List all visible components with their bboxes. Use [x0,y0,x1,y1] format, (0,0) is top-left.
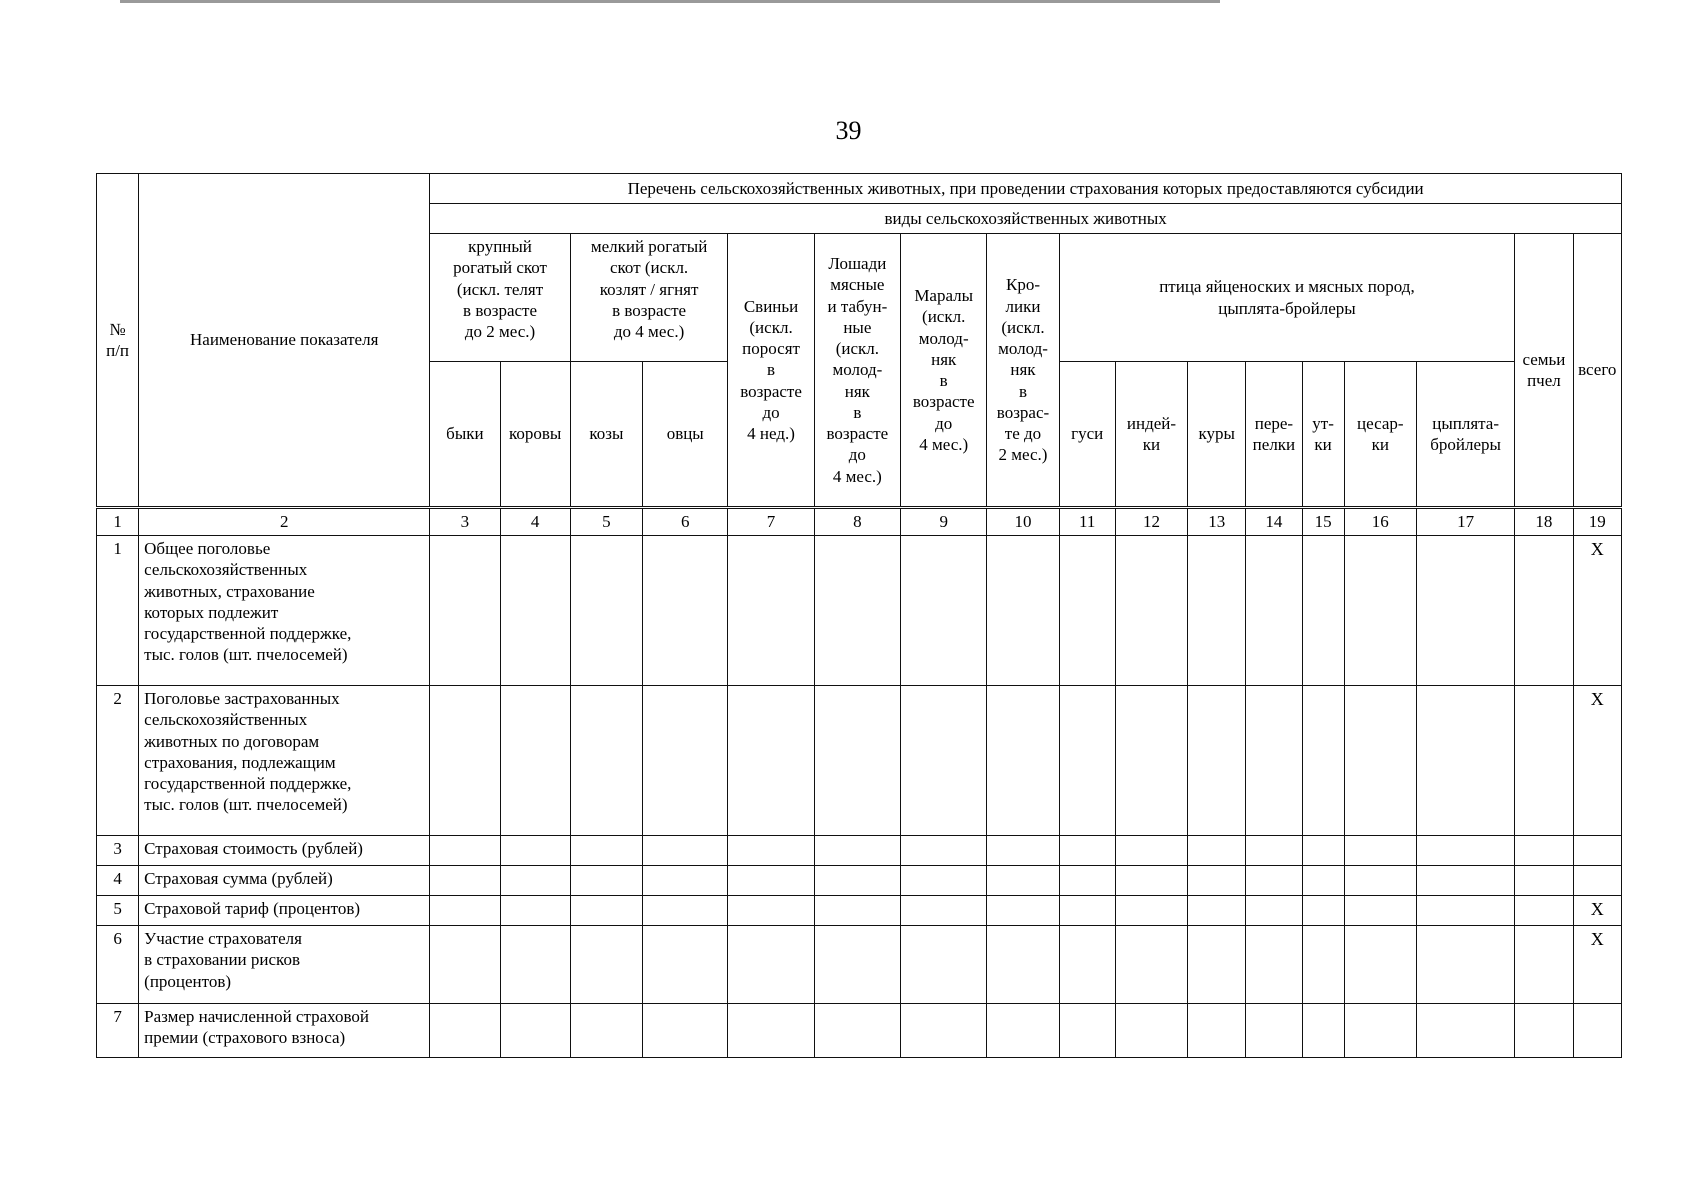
empty-value-cell [1188,1004,1246,1058]
empty-value-cell [1059,536,1115,686]
empty-value-cell [987,866,1059,896]
row-indicator-name: Общее поголовье сельскохозяйственных животных, страхование которых подлежит государственной поддержке, тыс. голов (шт. пчелосемей) [139,536,430,686]
header-perepelki: пере- пелки [1246,362,1302,508]
empty-value-cell [987,1004,1059,1058]
empty-value-cell [1246,926,1302,1004]
empty-value-cell [1246,686,1302,836]
empty-value-cell [1115,926,1187,1004]
empty-value-cell [1059,1004,1115,1058]
empty-value-cell [570,836,642,866]
empty-value-cell [1302,686,1344,836]
empty-value-cell [1515,1004,1573,1058]
scan-edge-line [120,0,1220,3]
empty-value-cell [1416,866,1514,896]
empty-value-cell [1344,836,1416,866]
header-vsego: всего [1573,234,1621,508]
empty-value-cell [643,536,728,686]
empty-value-cell [643,896,728,926]
empty-value-cell [728,866,814,896]
empty-value-cell [500,686,570,836]
column-number: 10 [987,508,1059,536]
column-number: 12 [1115,508,1187,536]
header-byki: быки [430,362,500,508]
header-mrs: мелкий рогатый скот (искл. козлят / ягнят в возрасте до 4 мес.) [570,234,728,362]
column-number: 11 [1059,508,1115,536]
empty-value-cell [1344,866,1416,896]
empty-value-cell [814,1004,900,1058]
empty-value-cell [643,686,728,836]
row-number: 7 [97,1004,139,1058]
column-number: 19 [1573,508,1621,536]
header-gusi: гуси [1059,362,1115,508]
header-vidy: виды сельскохозяйственных животных [430,204,1622,234]
empty-value-cell [500,1004,570,1058]
header-svini: Свиньи (искл. поросят в возрасте до 4 нед.) [728,234,814,508]
table-row [97,866,1622,896]
empty-value-cell [1515,686,1573,836]
empty-value-cell [1515,836,1573,866]
row-number: 3 [97,836,139,866]
empty-value-cell [500,836,570,866]
column-number: 18 [1515,508,1573,536]
row-indicator-name: Страховая стоимость (рублей) [139,836,430,866]
empty-value-cell [570,926,642,1004]
row-indicator-name: Страховой тариф (процентов) [139,896,430,926]
empty-value-cell [1515,866,1573,896]
empty-value-cell [1115,686,1187,836]
empty-value-cell [901,896,987,926]
empty-value-cell [1188,536,1246,686]
empty-value-cell [430,686,500,836]
empty-value-cell [1115,866,1187,896]
empty-value-cell [570,1004,642,1058]
total-cell: X [1573,896,1621,926]
empty-value-cell [1416,1004,1514,1058]
header-krs: крупный рогатый скот (искл. телят в возрасте до 2 мес.) [430,234,571,362]
empty-value-cell [430,866,500,896]
empty-value-cell [1115,1004,1187,1058]
empty-value-cell [814,866,900,896]
header-kroliki: Кро- лики (искл. молод- няк в возрас- те до 2 мес.) [987,234,1059,508]
empty-value-cell [430,926,500,1004]
empty-value-cell [1302,896,1344,926]
header-cesarki: цесар- ки [1344,362,1416,508]
table-row [97,536,1622,686]
row-indicator-name: Участие страхователя в страховании рисков (процентов) [139,926,430,1004]
empty-value-cell [728,536,814,686]
column-number-row [97,508,1622,536]
empty-value-cell [1115,836,1187,866]
column-number: 1 [97,508,139,536]
empty-value-cell [1416,686,1514,836]
subsidy-table [96,173,1622,1058]
empty-value-cell [1416,926,1514,1004]
empty-value-cell [430,896,500,926]
empty-value-cell [1515,536,1573,686]
empty-value-cell [1188,866,1246,896]
column-number: 14 [1246,508,1302,536]
empty-value-cell [570,536,642,686]
empty-value-cell [1302,1004,1344,1058]
empty-value-cell [1344,1004,1416,1058]
empty-value-cell [814,926,900,1004]
empty-value-cell [430,836,500,866]
empty-value-cell [901,686,987,836]
empty-value-cell [1344,536,1416,686]
empty-value-cell [728,1004,814,1058]
row-number: 2 [97,686,139,836]
column-number: 2 [139,508,430,536]
empty-value-cell [901,536,987,686]
empty-value-cell [1059,686,1115,836]
empty-value-cell [1246,866,1302,896]
empty-value-cell [987,686,1059,836]
empty-value-cell [430,536,500,686]
row-indicator-name: Размер начисленной страховой премии (страхового взноса) [139,1004,430,1058]
empty-value-cell [1059,866,1115,896]
empty-value-cell [1416,836,1514,866]
row-number: 5 [97,896,139,926]
empty-value-cell [987,836,1059,866]
column-number: 4 [500,508,570,536]
empty-value-cell [500,536,570,686]
empty-value-cell [1515,896,1573,926]
empty-value-cell [901,1004,987,1058]
total-cell [1573,836,1621,866]
empty-value-cell [1188,926,1246,1004]
empty-value-cell [1344,926,1416,1004]
total-cell [1573,866,1621,896]
empty-value-cell [1246,536,1302,686]
empty-value-cell [987,896,1059,926]
empty-value-cell [901,866,987,896]
header-korovy: коровы [500,362,570,508]
empty-value-cell [1246,836,1302,866]
empty-value-cell [643,866,728,896]
empty-value-cell [500,926,570,1004]
table-row [97,1004,1622,1058]
empty-value-cell [1115,536,1187,686]
table-row [97,896,1622,926]
empty-value-cell [1302,536,1344,686]
empty-value-cell [728,926,814,1004]
empty-value-cell [728,686,814,836]
column-number: 13 [1188,508,1246,536]
empty-value-cell [987,926,1059,1004]
header-ovcy: овцы [643,362,728,508]
empty-value-cell [500,896,570,926]
table-row [97,926,1622,1004]
empty-value-cell [1059,896,1115,926]
empty-value-cell [1416,896,1514,926]
empty-value-cell [1059,836,1115,866]
empty-value-cell [1344,896,1416,926]
column-number: 16 [1344,508,1416,536]
row-number: 4 [97,866,139,896]
empty-value-cell [1188,836,1246,866]
header-indeyki: индей- ки [1115,362,1187,508]
empty-value-cell [1416,536,1514,686]
table-row [97,686,1622,836]
empty-value-cell [814,536,900,686]
empty-value-cell [814,896,900,926]
page-number: 39 [835,116,862,145]
header-utki: ут- ки [1302,362,1344,508]
header-name: Наименование показателя [139,174,430,508]
header-ptica: птица яйценоских и мясных пород, цыплята-бройлеры [1059,234,1515,362]
empty-value-cell [570,866,642,896]
header-loshadi: Лошади мясные и табун- ные (искл. молод- няк в возрасте до 4 мес.) [814,234,900,508]
empty-value-cell [1302,836,1344,866]
empty-value-cell [987,536,1059,686]
empty-value-cell [728,836,814,866]
empty-value-cell [728,896,814,926]
empty-value-cell [570,896,642,926]
header-kozy: козы [570,362,642,508]
total-cell: X [1573,536,1621,686]
header-maraly: Маралы (искл. молод- няк в возрасте до 4 мес.) [901,234,987,508]
empty-value-cell [1344,686,1416,836]
empty-value-cell [643,926,728,1004]
empty-value-cell [643,836,728,866]
header-np: № п/п [97,174,139,508]
header-pchely: семьи пчел [1515,234,1573,508]
empty-value-cell [1188,896,1246,926]
empty-value-cell [500,866,570,896]
total-cell [1573,1004,1621,1058]
column-number: 17 [1416,508,1514,536]
header-perechen: Перечень сельскохозяйственных животных, при проведении страхования которых предоставляются субсидии [430,174,1622,204]
column-number: 8 [814,508,900,536]
empty-value-cell [643,1004,728,1058]
empty-value-cell [1188,686,1246,836]
empty-value-cell [1246,896,1302,926]
empty-value-cell [1115,896,1187,926]
total-cell: X [1573,686,1621,836]
column-number: 5 [570,508,642,536]
empty-value-cell [814,836,900,866]
empty-value-cell [814,686,900,836]
empty-value-cell [1246,1004,1302,1058]
column-number: 7 [728,508,814,536]
empty-value-cell [1059,926,1115,1004]
row-number: 1 [97,536,139,686]
column-number: 6 [643,508,728,536]
header-kury: куры [1188,362,1246,508]
total-cell: X [1573,926,1621,1004]
empty-value-cell [430,1004,500,1058]
empty-value-cell [1302,926,1344,1004]
table-row [97,836,1622,866]
empty-value-cell [570,686,642,836]
column-number: 9 [901,508,987,536]
row-number: 6 [97,926,139,1004]
empty-value-cell [1515,926,1573,1004]
empty-value-cell [1302,866,1344,896]
header-broylery: цыплята- бройлеры [1416,362,1514,508]
row-indicator-name: Поголовье застрахованных сельскохозяйственных животных по договорам страхования, подлежащим государственной поддержке, тыс. голов (шт. пчелосемей) [139,686,430,836]
empty-value-cell [901,836,987,866]
empty-value-cell [901,926,987,1004]
column-number: 3 [430,508,500,536]
column-number: 15 [1302,508,1344,536]
row-indicator-name: Страховая сумма (рублей) [139,866,430,896]
